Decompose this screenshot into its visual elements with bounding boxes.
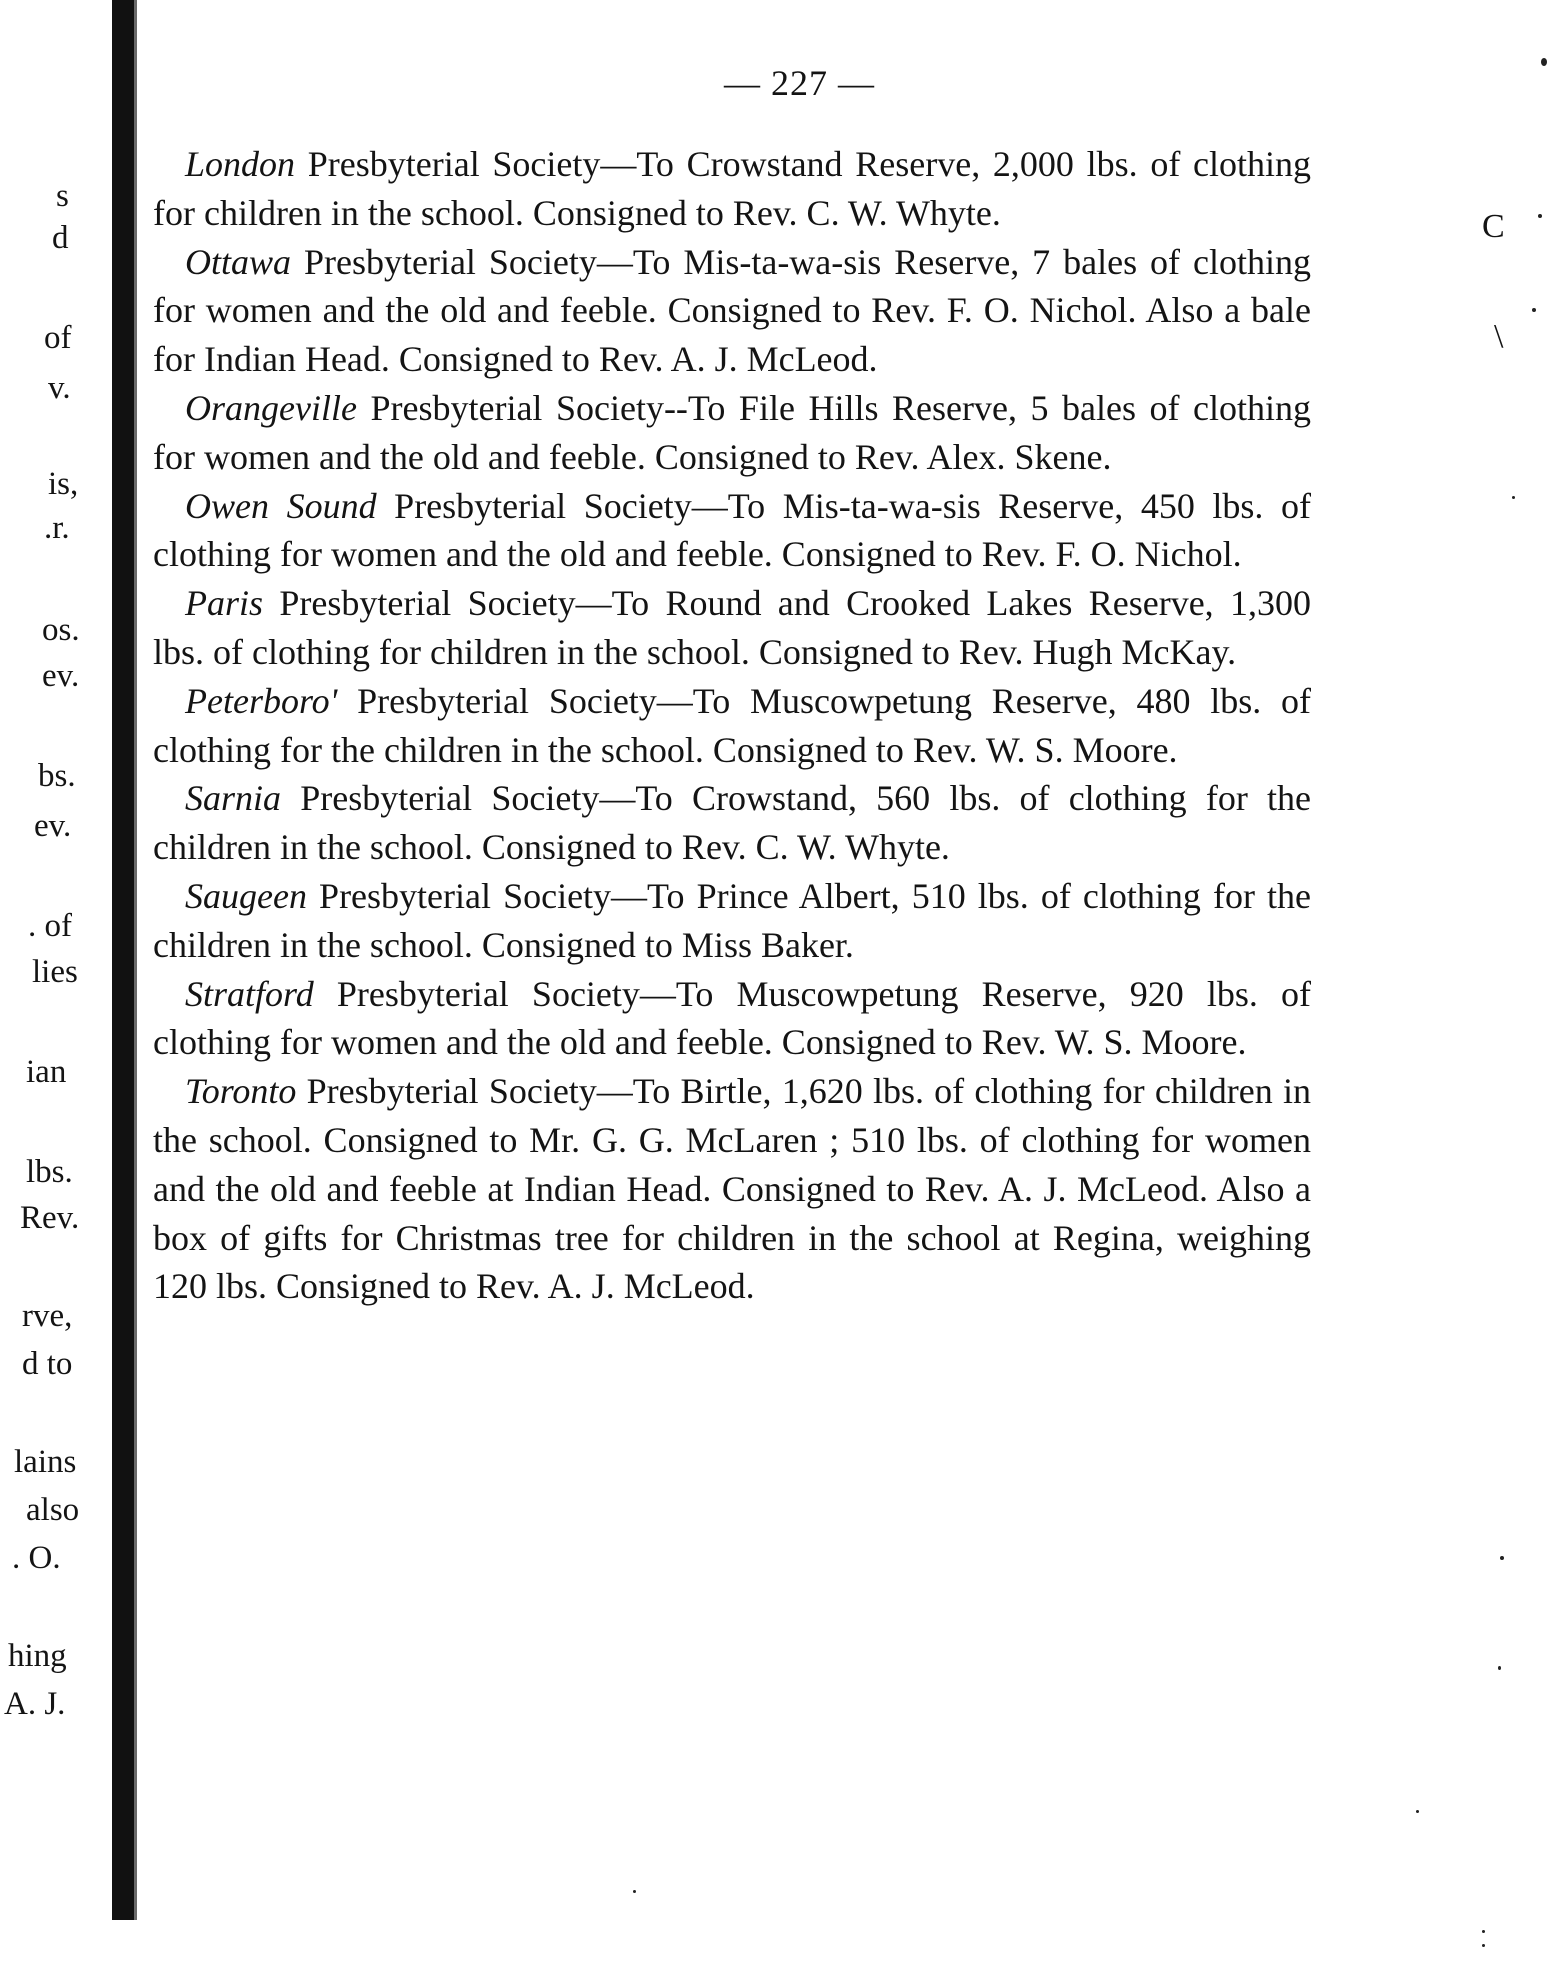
margin-fragment: hing	[8, 1638, 67, 1674]
entry-saugeen	[153, 872, 1311, 970]
entry-text: Presbyterial Society—To Prince Albert, 510 lbs. of clothing for the children in the school. Consigned to Miss Baker.	[153, 875, 1311, 965]
margin-fragment: lies	[32, 954, 78, 990]
entry-text: Presbyterial Society—To Birtle, 1,620 lbs. of clothing for children in the school. Consigned to Mr. G. G. McLaren ; 510 lbs. of clothing for women and the old and feeble at Indian Head. Consigned to Rev. A. J. McLeod. Also a box of gifts for Christmas tree for children in the school at Regina, weighing 120 lbs. Consigned to Rev. A. J. McLeod.	[153, 1071, 1311, 1307]
entry-owen-sound	[153, 482, 1311, 580]
margin-fragment: A. J.	[4, 1686, 66, 1722]
scan-speck	[1532, 308, 1536, 312]
entry-text: Presbyterial Society—To Mis-ta-wa-sis Reserve, 7 bales of clothing for women and the old and feeble. Consigned to Rev. F. O. Nichol. Also a bale for Indian Head. Consigned to Rev. A. J. McLeod.	[153, 241, 1311, 380]
scan-speck	[1500, 1556, 1504, 1560]
entry-london	[153, 140, 1311, 238]
society-name: Orangeville	[185, 387, 357, 428]
margin-fragment: of	[44, 320, 72, 356]
entry-text: Presbyterial Society—To Mis-ta-wa-sis Reserve, 450 lbs. of clothing for women and the old and feeble. Consigned to Rev. F. O. Nichol.	[153, 485, 1311, 575]
scan-speck	[1416, 1810, 1419, 1813]
left-margin-fragments	[0, 0, 110, 1970]
margin-fragment: os.	[42, 612, 80, 648]
margin-fragment: is,	[48, 466, 79, 502]
entry-ottawa	[153, 238, 1311, 384]
margin-mark: \	[1494, 318, 1504, 355]
entry-paris	[153, 579, 1311, 677]
society-name: Ottawa	[185, 241, 292, 282]
society-name: Saugeen	[185, 875, 307, 916]
entry-peterboro	[153, 677, 1311, 775]
entry-text: Presbyterial Society—To Crowstand, 560 lbs. of clothing for the children in the school. Consigned to Rev. C. W. Whyte.	[153, 778, 1311, 868]
scan-speck	[1512, 496, 1515, 499]
scan-speck	[1482, 1944, 1485, 1947]
margin-fragment: ian	[26, 1054, 67, 1090]
margin-fragment: d	[52, 220, 69, 256]
entry-toronto	[153, 1067, 1311, 1311]
margin-fragment: also	[26, 1492, 80, 1528]
entry-stratford	[153, 970, 1311, 1068]
scan-speck	[1541, 58, 1547, 66]
margin-fragment: rve,	[22, 1298, 73, 1334]
margin-fragment: .r.	[44, 510, 70, 546]
entry-text: Presbyterial Society—To Crowstand Reserve, 2,000 lbs. of clothing for children in the school. Consigned to Rev. C. W. Whyte.	[153, 144, 1312, 233]
society-name: London	[185, 144, 296, 184]
margin-fragment: . of	[28, 908, 72, 944]
entry-text: Presbyterial Society—To Round and Crooked Lakes Reserve, 1,300 lbs. of clothing for children in the school. Consigned to Rev. Hugh McKay.	[153, 583, 1312, 672]
margin-fragment: ev.	[42, 658, 80, 694]
scan-speck	[1538, 214, 1542, 218]
binding-line	[112, 0, 134, 1920]
entry-text: Presbyterial Society—To Muscowpetung Reserve, 480 lbs. of clothing for the children in the school. Consigned to Rev. W. S. Moore.	[153, 680, 1311, 770]
entry-sarnia	[153, 774, 1311, 872]
scan-speck	[1482, 1930, 1485, 1933]
margin-fragment: s	[56, 178, 69, 214]
margin-fragment: . O.	[12, 1540, 61, 1576]
society-name: Paris	[185, 583, 264, 624]
page-number: — 227 —	[724, 63, 875, 103]
society-name: Stratford	[185, 973, 314, 1014]
margin-fragment: bs.	[38, 758, 76, 794]
entry-text: Presbyterial Society—To Muscowpetung Reserve, 920 lbs. of clothing for women and the old and feeble. Consigned to Rev. W. S. Moore.	[153, 973, 1311, 1063]
margin-fragment: Rev.	[20, 1200, 80, 1236]
scan-speck	[633, 1890, 636, 1893]
society-name: Owen Sound	[185, 485, 377, 526]
society-name: Toronto	[185, 1071, 297, 1112]
entry-text: Presbyterial Society--To File Hills Reserve, 5 bales of clothing for women and the old and feeble. Consigned to Rev. Alex. Skene.	[153, 387, 1311, 477]
margin-fragment: v.	[48, 370, 71, 406]
margin-fragment: ev.	[34, 808, 72, 844]
scan-speck	[1498, 1666, 1501, 1670]
entry-orangeville	[153, 384, 1311, 482]
society-name: Sarnia	[185, 778, 282, 819]
margin-fragment: lains	[14, 1444, 77, 1480]
main-text-column	[153, 140, 1311, 1311]
margin-mark: C	[1482, 208, 1505, 245]
margin-fragment: d to	[22, 1346, 73, 1382]
margin-fragment: lbs.	[26, 1154, 73, 1190]
society-name: Peterboro'	[185, 680, 338, 721]
